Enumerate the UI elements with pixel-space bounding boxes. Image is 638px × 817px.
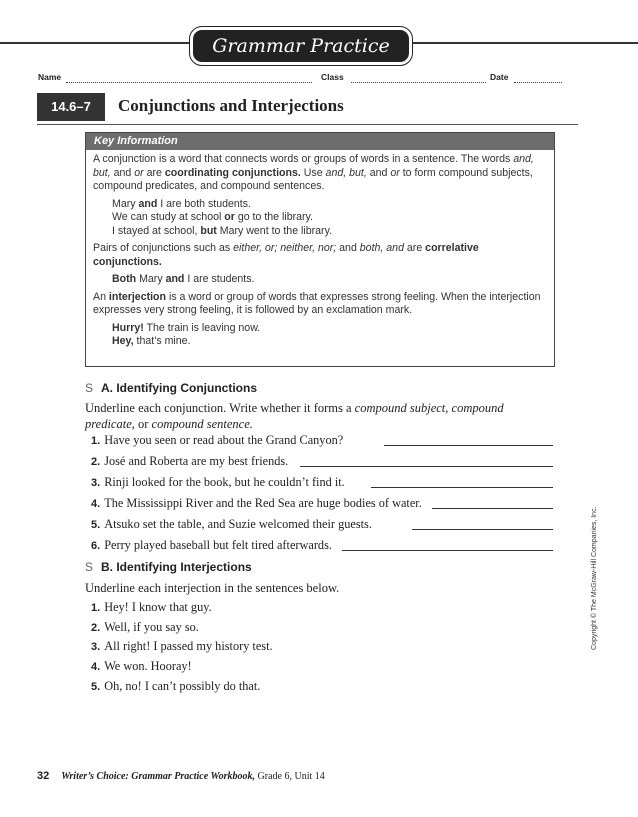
item-number: 1.: [91, 435, 101, 447]
text: compound subject, compound predicate,: [85, 401, 504, 431]
example-sentence: [112, 335, 548, 349]
text: or: [134, 166, 144, 179]
section-title: A. Identifying Conjunctions: [101, 381, 258, 395]
answer-blank[interactable]: [432, 507, 553, 509]
text: The train is leaving now.: [143, 321, 261, 334]
text: either, or; neither, nor;: [233, 242, 337, 254]
item-text[interactable]: José and Roberta are my best friends.: [104, 454, 289, 468]
text: and: [366, 166, 391, 179]
item-text[interactable]: All right! I passed my history test.: [104, 639, 273, 653]
class-label: Class: [321, 72, 344, 82]
text: or: [390, 166, 400, 179]
item-text[interactable]: Rinji looked for the book, but he couldn’t find it.: [104, 475, 345, 489]
conjunction: Both: [112, 273, 137, 285]
example-sentence: [112, 198, 548, 212]
text: I are students.: [184, 273, 255, 285]
grade-unit: Grade 6, Unit 14: [255, 771, 325, 782]
term: interjection: [108, 290, 167, 303]
date-label: Date: [490, 72, 509, 82]
text: Underline each conjunction. Write whether it forms a: [85, 401, 355, 415]
answer-blank[interactable]: [384, 444, 553, 446]
lesson-number-badge: 14.6–7: [37, 93, 105, 121]
section-b-instructions: Underline each interjection in the sentences below.: [85, 581, 340, 595]
text: compound sentence.: [151, 417, 253, 431]
text: I stayed at school,: [112, 224, 201, 237]
correlative-definition: [93, 242, 548, 269]
example-sentence: [112, 322, 548, 336]
item-text[interactable]: We won. Hooray!: [104, 659, 192, 673]
answer-blank[interactable]: [412, 528, 553, 530]
name-blank[interactable]: [66, 81, 312, 83]
item-number: 2.: [91, 622, 101, 634]
text: go to the library.: [234, 211, 313, 223]
example-group: [93, 322, 548, 349]
text: and: [110, 166, 135, 179]
example-group: [93, 273, 548, 287]
key-information-box: [85, 132, 555, 367]
page-number: 32: [37, 770, 50, 782]
conjunction: but: [200, 224, 217, 237]
key-information-heading: Key Information: [86, 133, 554, 150]
item-number: 1.: [91, 602, 101, 614]
page-footer: [37, 770, 325, 782]
grammar-practice-banner: Grammar Practice: [190, 27, 412, 65]
text: are: [143, 166, 165, 179]
item-text[interactable]: Hey! I know that guy.: [104, 600, 212, 614]
term: coordinating conjunctions.: [164, 166, 301, 179]
exercise-item: [91, 620, 199, 635]
text: that’s mine.: [133, 335, 191, 347]
text: is a word or group of words that expresses strong feeling. When the interjection expresses very strong feeling, it is followed by an exclamation mark.: [93, 290, 541, 316]
exercise-item: [91, 433, 343, 448]
item-number: 5.: [91, 519, 101, 531]
conjunction-definition: [93, 153, 548, 194]
answer-blank[interactable]: [342, 549, 553, 551]
text: A conjunction is a word that connects words or groups of words in a sentence. The words: [93, 153, 514, 165]
text: An: [93, 290, 109, 303]
text: or: [134, 417, 152, 431]
item-text[interactable]: Atsuko set the table, and Suzie welcomed their guests.: [104, 517, 372, 531]
text: both, and: [359, 242, 404, 254]
answer-blank[interactable]: [300, 465, 553, 467]
name-label: Name: [38, 72, 62, 82]
conjunction: and: [138, 197, 158, 210]
text: I are both students.: [157, 197, 251, 210]
text: to form compound subjects, compound predicates, and compound sentences.: [93, 166, 533, 192]
item-text[interactable]: Have you seen or read about the Grand Canyon?: [104, 433, 344, 447]
section-a-instructions: [85, 400, 525, 432]
exercise-item: [91, 475, 345, 490]
example-sentence: [112, 225, 548, 239]
interjection: Hurry!: [112, 321, 144, 334]
exercise-item: [91, 659, 192, 674]
example-sentence: [112, 273, 548, 287]
example-group: [93, 198, 548, 239]
exercise-item: [91, 517, 372, 532]
section-marker: S: [85, 381, 94, 395]
item-number: 2.: [91, 456, 101, 468]
item-number: 4.: [91, 498, 101, 510]
date-blank[interactable]: [514, 81, 562, 83]
conjunction: and: [165, 273, 185, 285]
conjunction: or: [224, 211, 235, 223]
item-text[interactable]: Well, if you say so.: [104, 620, 199, 634]
interjection: Hey,: [112, 335, 134, 347]
item-number: 6.: [91, 540, 101, 552]
name-class-date-row: [38, 72, 562, 86]
item-number: 3.: [91, 477, 101, 489]
answer-blank[interactable]: [371, 486, 553, 488]
term: correlative conjunctions.: [93, 242, 479, 268]
exercise-item: [91, 679, 260, 694]
text: Use: [300, 166, 326, 179]
item-number: 3.: [91, 641, 101, 653]
text: Mary: [136, 273, 166, 285]
exercise-item: [91, 600, 212, 615]
item-text[interactable]: Perry played baseball but felt tired afterwards.: [104, 538, 332, 552]
exercise-item: [91, 496, 422, 511]
item-text[interactable]: Oh, no! I can’t possibly do that.: [104, 679, 261, 693]
section-title: B. Identifying Interjections: [101, 560, 252, 574]
item-text[interactable]: The Mississippi River and the Red Sea are huge bodies of water.: [104, 496, 422, 510]
interjection-definition: [93, 291, 548, 318]
section-a-heading: [85, 381, 257, 395]
text: Mary went to the library.: [216, 224, 333, 237]
copyright-notice: Copyright © The McGraw-Hill Companies, Inc.: [591, 506, 598, 650]
item-number: 4.: [91, 661, 101, 673]
exercise-item: [91, 538, 332, 553]
text: Mary: [112, 197, 139, 210]
book-title: Writer’s Choice: Grammar Practice Workbook,: [61, 771, 256, 782]
text: and, but,: [93, 153, 534, 179]
section-b-heading: [85, 560, 252, 574]
text: Pairs of conjunctions such as: [93, 242, 234, 254]
class-blank[interactable]: [351, 81, 486, 83]
text: are: [403, 242, 426, 254]
section-marker: S: [85, 560, 94, 574]
item-number: 5.: [91, 681, 101, 693]
text: and: [336, 242, 360, 254]
exercise-item: [91, 454, 288, 469]
text: We can study at school: [112, 211, 225, 223]
key-information-body: [86, 150, 554, 349]
title-rule: [37, 124, 578, 125]
example-sentence: [112, 211, 548, 225]
text: and, but,: [325, 166, 367, 179]
exercise-item: [91, 639, 273, 654]
lesson-title: Conjunctions and Interjections: [118, 96, 344, 115]
